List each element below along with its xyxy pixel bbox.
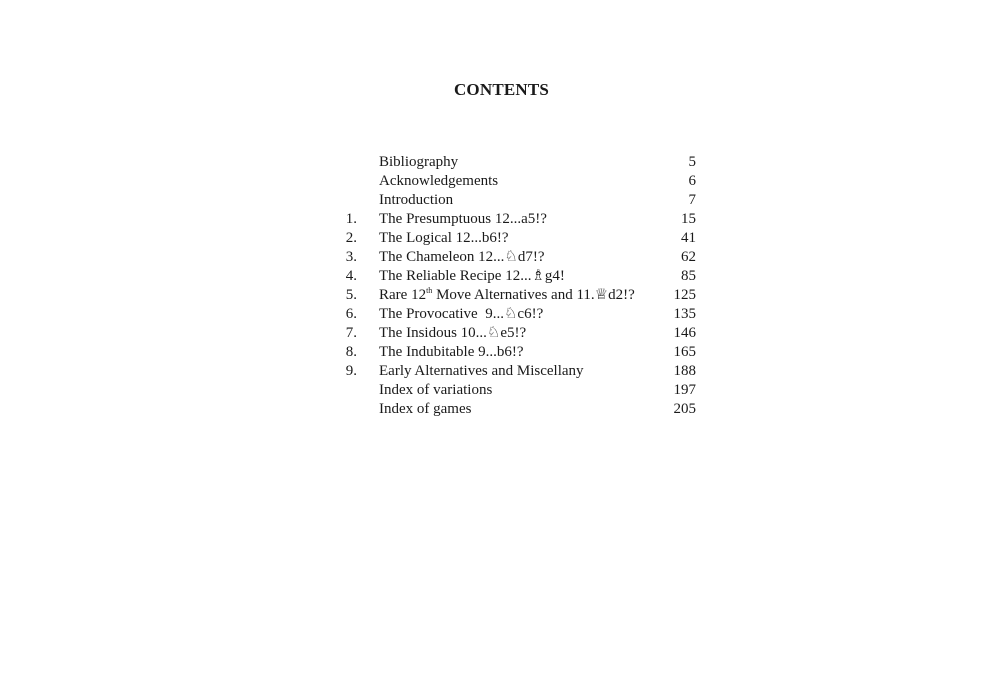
toc-entry-title: Index of variations bbox=[379, 382, 493, 398]
toc-entry-number: 4. bbox=[345, 268, 357, 284]
toc-entry-number: 9. bbox=[345, 363, 357, 379]
toc-entry-page: 188 bbox=[673, 363, 696, 379]
table-of-contents bbox=[330, 153, 696, 419]
toc-entry-page: 62 bbox=[681, 249, 696, 265]
toc-entry-title: The Logical 12...b6!? bbox=[379, 230, 509, 246]
toc-entry-chapter-9 bbox=[330, 362, 696, 381]
toc-entry-page: 135 bbox=[673, 306, 696, 322]
toc-entry-chapter-1 bbox=[330, 210, 696, 229]
toc-entry-chapter-6 bbox=[330, 305, 696, 324]
toc-entry-introduction bbox=[330, 191, 696, 210]
toc-entry-chapter-7 bbox=[330, 324, 696, 343]
page-title: CONTENTS bbox=[453, 80, 550, 99]
toc-entry-chapter-4 bbox=[330, 267, 696, 286]
toc-entry-title: The Reliable Recipe 12...♗g4! bbox=[379, 268, 565, 284]
toc-entry-bibliography bbox=[330, 153, 696, 172]
toc-entry-title: Introduction bbox=[379, 192, 454, 208]
toc-entry-page: 7 bbox=[688, 192, 696, 208]
toc-entry-page: 41 bbox=[681, 230, 696, 246]
toc-entry-number: 3. bbox=[345, 249, 357, 265]
toc-entry-number: 7. bbox=[345, 325, 357, 341]
toc-entry-number: 5. bbox=[345, 287, 357, 303]
toc-entry-page: 146 bbox=[673, 325, 696, 341]
toc-entry-title: The Chameleon 12...♘d7!? bbox=[379, 249, 545, 265]
toc-entry-title: Index of games bbox=[379, 401, 472, 417]
toc-entry-page: 125 bbox=[673, 287, 696, 303]
toc-title-part: Move Alternatives and 11.♕d2!? bbox=[432, 287, 635, 303]
toc-entry-chapter-2 bbox=[330, 229, 696, 248]
toc-entry-title: The Presumptuous 12...a5!? bbox=[379, 211, 547, 227]
toc-entry-acknowledgements bbox=[330, 172, 696, 191]
toc-entry-page: 5 bbox=[688, 154, 696, 170]
toc-entry-page: 197 bbox=[673, 382, 696, 398]
toc-entry-number: 8. bbox=[345, 344, 357, 360]
toc-entry-page: 6 bbox=[688, 173, 696, 189]
toc-entry-page: 85 bbox=[681, 268, 696, 284]
toc-entry-page: 205 bbox=[673, 401, 696, 417]
toc-entry-title: The Provocative 9...♘c6!? bbox=[379, 306, 544, 322]
toc-entry-title: Early Alternatives and Miscellany bbox=[379, 363, 584, 379]
toc-entry-page: 165 bbox=[673, 344, 696, 360]
toc-entry-number: 2. bbox=[345, 230, 357, 246]
toc-entry-number: 1. bbox=[345, 211, 357, 227]
toc-entry-title: Acknowledgements bbox=[379, 173, 499, 189]
toc-entry-title: The Indubitable 9...b6!? bbox=[379, 344, 524, 360]
toc-entry-chapter-8 bbox=[330, 343, 696, 362]
toc-entry-index-games bbox=[330, 400, 696, 419]
toc-entry-chapter-5 bbox=[330, 286, 696, 305]
ordinal-suffix: th bbox=[426, 286, 433, 295]
toc-entry-title: Bibliography bbox=[379, 154, 459, 170]
toc-entry-title bbox=[357, 286, 646, 305]
toc-entry-title: The Insidous 10...♘e5!? bbox=[379, 325, 527, 341]
toc-title-part: Rare 12 bbox=[379, 287, 427, 303]
toc-entry-chapter-3 bbox=[330, 248, 696, 267]
toc-entry-number: 6. bbox=[345, 306, 357, 322]
toc-entry-index-variations bbox=[330, 381, 696, 400]
toc-entry-page: 15 bbox=[681, 211, 696, 227]
